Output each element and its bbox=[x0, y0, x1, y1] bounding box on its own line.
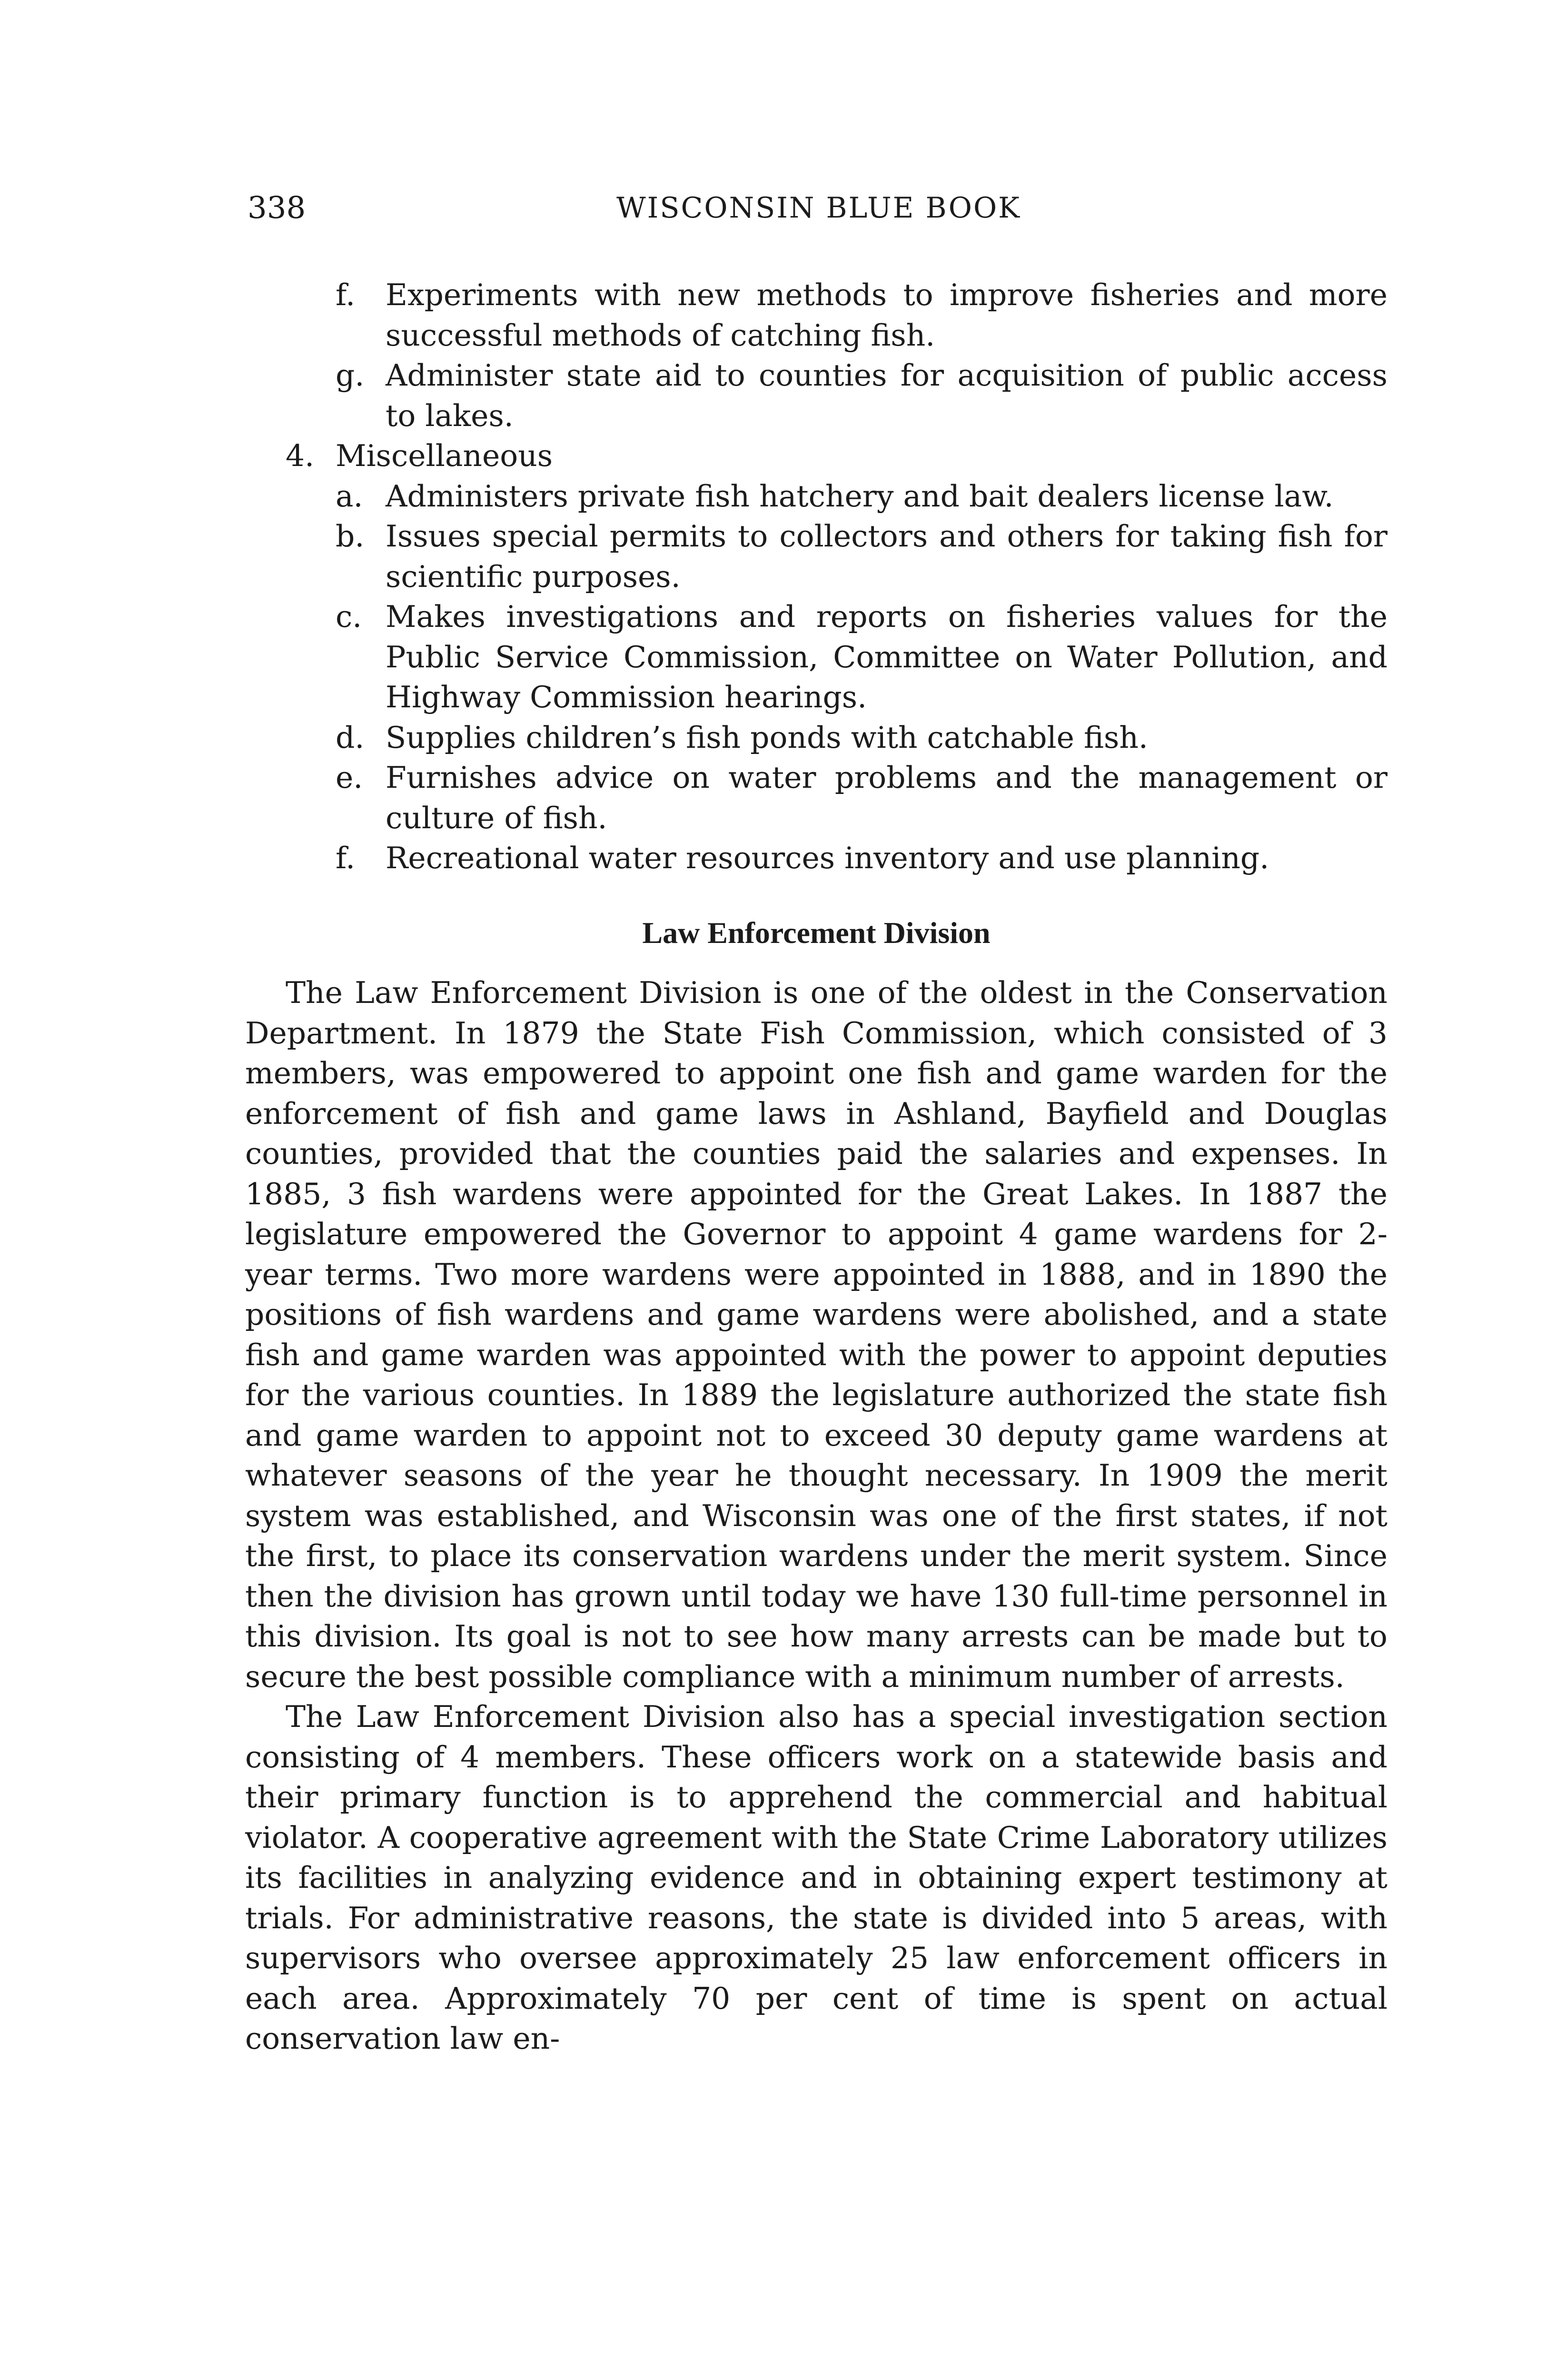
list-marker: b. bbox=[336, 519, 365, 554]
list-marker: g. bbox=[336, 358, 365, 393]
list-item bbox=[245, 275, 1387, 356]
section-miscellaneous bbox=[245, 436, 1387, 476]
body-paragraph: The Law Enforcement Division also has a special investigation section consisting of 4 members. These officers work on a statewide basis and their primary function is to apprehend the commercial and habitual violator. A cooperative agreement with the State Crime Laboratory utilizes its facilities in analyzing evidence and in obtaining expert testimony at trials. For administrative reasons, the state is divided into 5 areas, with supervisors who oversee approximately 25 law enforcement officers in each area. Approximately 70 per cent of time is spent on actual conservation law en- bbox=[245, 1699, 1387, 2056]
list-item-text: Administer state aid to counties for acquisition of public access to lakes. bbox=[386, 358, 1387, 433]
list-item bbox=[245, 516, 1387, 597]
list-marker: d. bbox=[336, 720, 365, 755]
page-body bbox=[245, 275, 1387, 2059]
list-item bbox=[245, 718, 1387, 758]
list-item-text: Supplies children’s fish ponds with catchable fish. bbox=[386, 720, 1148, 755]
section-heading: Law Enforcement Division bbox=[642, 915, 991, 950]
section-marker: 4. bbox=[286, 438, 315, 473]
list-marker: f. bbox=[336, 278, 356, 312]
list-item-text: Administers private fish hatchery and bait dealers license law. bbox=[386, 478, 1334, 514]
list-item-text: Experiments with new methods to improve fisheries and more successful methods of catching fish. bbox=[386, 278, 1387, 353]
section-title: Miscellaneous bbox=[336, 438, 553, 473]
body-paragraph: The Law Enforcement Division is one of the oldest in the Conservation Department. In 1879 the State Fish Commission, which consisted of 3 members, was empowered to appoint one fish and game warden for the enforcement of fish and game laws in Ashland, Bayfield and Douglas counties, provided that the counties paid the salaries and expenses. In 1885, 3 fish wardens were appointed for the Great Lakes. In 1887 the legislature empowered the Governor to appoint 4 game wardens for 2-year terms. Two more wardens were appointed in 1888, and in 1890 the positions of fish wardens and game wardens were abolished, and a state fish and game warden was appointed with the power to appoint deputies for the various counties. In 1889 the legislature authorized the state fish and game warden to appoint not to exceed 30 deputy game wardens at whatever seasons of the year he thought necessary. In 1909 the merit system was established, and Wisconsin was one of the first states, if not the first, to place its conservation wardens under the merit system. Since then the division has grown until today we have 130 full-time personnel in this division. Its goal is not to see how many arrests can be made but to secure the best possible compliance with a minimum number of arrests. bbox=[245, 975, 1387, 1694]
list-marker: a. bbox=[336, 478, 363, 514]
list-item bbox=[245, 838, 1387, 879]
list-item bbox=[245, 356, 1387, 436]
list-marker: c. bbox=[336, 599, 362, 634]
list-item bbox=[245, 597, 1387, 718]
list-item-text: Furnishes advice on water problems and the management or culture of fish. bbox=[386, 760, 1387, 835]
page-header bbox=[248, 187, 1390, 229]
list-item bbox=[245, 758, 1387, 838]
list-marker: f. bbox=[336, 841, 356, 875]
running-title: WISCONSIN BLUE BOOK bbox=[616, 191, 1021, 225]
list-item-text: Issues special permits to collectors and others for taking fish for scientific purposes. bbox=[386, 519, 1387, 594]
list-item-text: Recreational water resources inventory and use planning. bbox=[386, 841, 1269, 875]
list-marker: e. bbox=[336, 760, 363, 795]
page-number: 338 bbox=[248, 190, 306, 226]
list-item bbox=[245, 476, 1387, 517]
list-item-text: Makes investigations and reports on fisheries values for the Public Service Commission, Committee on Water Pollution, and Highway Commission hearings. bbox=[386, 599, 1387, 714]
